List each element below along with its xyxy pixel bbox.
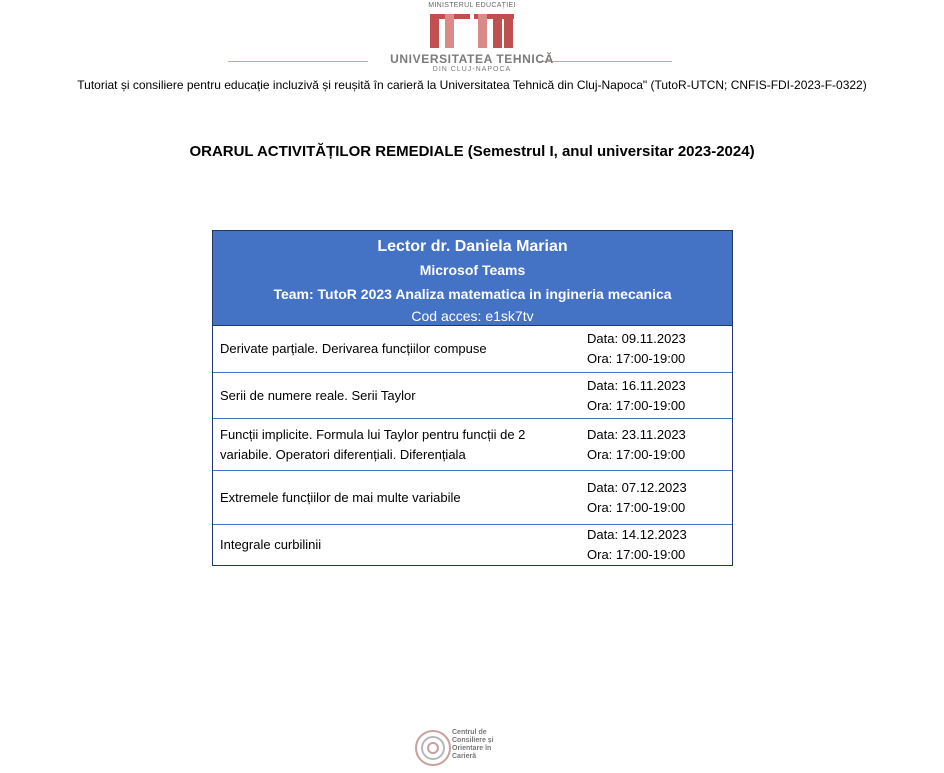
table-row: [213, 419, 732, 471]
date-value: Data: 16.11.2023: [587, 377, 686, 393]
university-logo: [0, 0, 944, 78]
table-row: [213, 471, 732, 525]
topic-cell: Extremele funcțiilor de mai multe variabile: [220, 489, 461, 505]
university-city: DIN CLUJ-NAPOCA: [432, 66, 512, 73]
platform-name: Microsof Teams: [419, 262, 526, 278]
datetime-cell: [577, 419, 686, 470]
page-title: ORARUL ACTIVITĂȚILOR REMEDIALE (Semestrul I, anul universitar 2023-2024): [189, 143, 755, 160]
career-center-name: Centrul de Consiliere și Orientare în Carieră: [452, 729, 494, 760]
date-value: Data: 14.12.2023: [587, 527, 687, 542]
topic-cell: Integrale curbilinii: [220, 537, 322, 552]
utcn-logo-icon: [426, 12, 518, 52]
ministry-label: MINISTERUL EDUCAȚIEI: [428, 2, 516, 9]
date-value: Data: 09.11.2023: [587, 331, 686, 346]
schedule-header: [213, 231, 732, 326]
table-row: [213, 326, 732, 373]
university-name: UNIVERSITATEA TEHNICĂ: [390, 52, 554, 66]
project-line: Tutoriat și consiliere pentru educație incluzivă și reușită în carieră la Universitatea Tehnică din Cluj-Napoca" (TutoR-UTCN; CNFIS-FDI-2023-F-0322): [77, 78, 867, 92]
time-value: Ora: 17:00-19:00: [587, 547, 686, 562]
topic-cell: Derivate parțiale. Derivarea funcțiilor compuse: [220, 341, 487, 356]
datetime-cell: [577, 373, 686, 418]
datetime-cell: [577, 525, 687, 565]
datetime-cell: [577, 471, 687, 524]
time-value: Ora: 17:00-19:00: [587, 446, 686, 462]
table-row: [213, 525, 732, 565]
topic-cell: Funcții implicite. Formula lui Taylor pentru funcții de 2 variabile. Operatori diferențiali. Diferențiala: [220, 426, 526, 462]
access-code: Cod acces: e1sk7tv: [411, 308, 534, 324]
time-value: Ora: 17:00-19:00: [587, 499, 686, 515]
schedule-table: [212, 230, 733, 566]
date-value: Data: 23.11.2023: [587, 426, 686, 442]
table-row: [213, 373, 732, 419]
time-value: Ora: 17:00-19:00: [587, 351, 686, 366]
datetime-cell: [577, 326, 686, 372]
time-value: Ora: 17:00-19:00: [587, 397, 686, 413]
topic-cell: Serii de numere reale. Serii Taylor: [220, 387, 416, 403]
lector-name: Lector dr. Daniela Marian: [377, 238, 568, 255]
date-value: Data: 07.12.2023: [587, 479, 687, 495]
team-name: Team: TutoR 2023 Analiza matematica in ingineria mecanica: [273, 286, 672, 302]
